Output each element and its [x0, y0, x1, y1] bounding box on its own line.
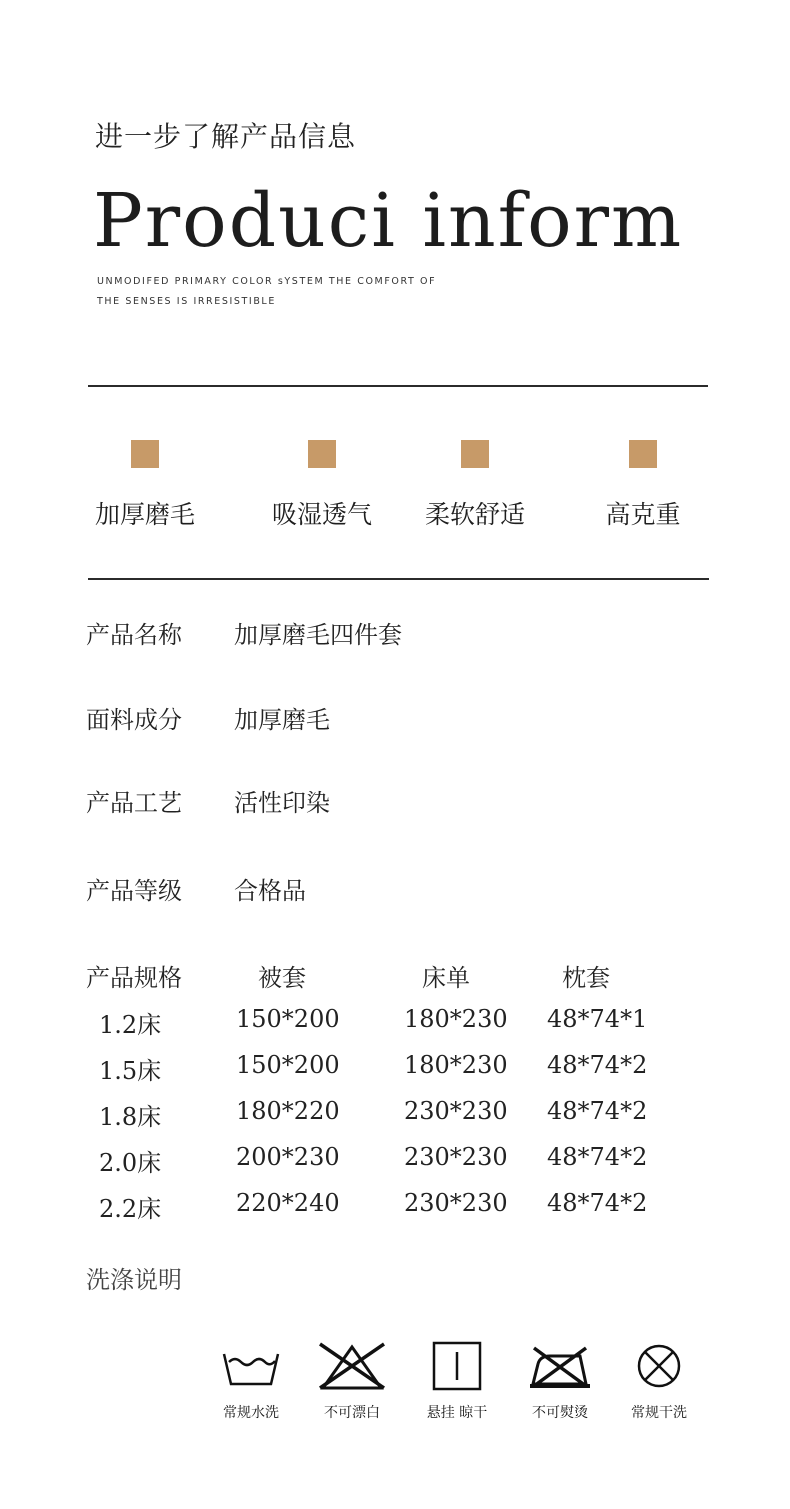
spec-cell-size: 1.8床	[99, 1103, 162, 1131]
care-caption: 不可熨烫	[532, 1405, 588, 1421]
no-bleach-icon	[297, 1338, 407, 1394]
info-value-name: 加厚磨毛四件套	[234, 621, 402, 649]
feature-item	[247, 440, 397, 531]
spec-cell-pillow: 48*74*1	[547, 1005, 648, 1033]
page-subtitle: 进一步了解产品信息	[95, 120, 357, 153]
care-item	[604, 1338, 714, 1422]
spec-cell-duvet: 150*200	[236, 1005, 340, 1033]
feature-square-icon	[131, 440, 159, 468]
care-item	[297, 1338, 407, 1422]
feature-item	[568, 440, 718, 531]
info-label-grade: 产品等级	[86, 877, 182, 905]
feature-label: 加厚磨毛	[94, 500, 195, 529]
info-value-fabric: 加厚磨毛	[234, 706, 330, 734]
spec-cell-duvet: 180*220	[236, 1097, 340, 1125]
spec-cell-size: 1.2床	[99, 1011, 162, 1039]
divider-top	[88, 385, 708, 387]
care-caption: 常规干洗	[631, 1405, 687, 1421]
spec-header-sheet: 床单	[422, 964, 470, 992]
care-item	[196, 1338, 306, 1422]
spec-cell-duvet: 200*230	[236, 1143, 340, 1171]
washing-title: 洗涤说明	[86, 1266, 182, 1294]
spec-cell-pillow: 48*74*2	[547, 1051, 648, 1079]
spec-cell-duvet: 220*240	[236, 1189, 340, 1217]
spec-cell-sheet: 230*230	[404, 1143, 508, 1171]
care-item	[402, 1338, 512, 1422]
feature-square-icon	[461, 440, 489, 468]
tagline-line-2: THE SENSES IS IRRESISTIBLE	[97, 296, 276, 307]
hang-dry-icon	[402, 1338, 512, 1394]
divider-bottom	[88, 578, 709, 580]
page-title: Produci inform	[93, 178, 684, 264]
feature-square-icon	[308, 440, 336, 468]
care-caption: 不可漂白	[324, 1405, 380, 1421]
spec-cell-sheet: 230*230	[404, 1189, 508, 1217]
no-dry-clean-icon	[604, 1338, 714, 1394]
care-caption: 悬挂 晾干	[426, 1405, 488, 1421]
care-caption: 常规水洗	[223, 1405, 279, 1421]
feature-label: 柔软舒适	[424, 500, 525, 529]
spec-cell-sheet: 230*230	[404, 1097, 508, 1125]
info-value-craft: 活性印染	[234, 789, 330, 817]
spec-cell-pillow: 48*74*2	[547, 1189, 648, 1217]
info-value-grade: 合格品	[234, 877, 306, 905]
info-label-craft: 产品工艺	[86, 789, 182, 817]
spec-cell-sheet: 180*230	[404, 1005, 508, 1033]
spec-label: 产品规格	[86, 964, 182, 992]
spec-cell-pillow: 48*74*2	[547, 1143, 648, 1171]
no-iron-icon	[505, 1338, 615, 1394]
feature-label: 高克重	[605, 500, 681, 529]
feature-item	[70, 440, 220, 531]
care-item	[505, 1338, 615, 1422]
tagline-line-1: UNMODIFED PRIMARY COLOR sYSTEM THE COMFORT OF	[97, 276, 437, 287]
spec-cell-duvet: 150*200	[236, 1051, 340, 1079]
spec-header-pillow: 枕套	[562, 964, 610, 992]
feature-square-icon	[629, 440, 657, 468]
feature-label: 吸湿透气	[271, 500, 372, 529]
info-label-name: 产品名称	[86, 621, 182, 649]
wash-tub-icon	[196, 1338, 306, 1394]
spec-cell-size: 2.2床	[99, 1195, 162, 1223]
spec-cell-size: 2.0床	[99, 1149, 162, 1177]
spec-cell-pillow: 48*74*2	[547, 1097, 648, 1125]
spec-cell-size: 1.5床	[99, 1057, 162, 1085]
info-label-fabric: 面料成分	[86, 706, 182, 734]
spec-header-duvet: 被套	[258, 964, 306, 992]
spec-cell-sheet: 180*230	[404, 1051, 508, 1079]
feature-item	[400, 440, 550, 531]
